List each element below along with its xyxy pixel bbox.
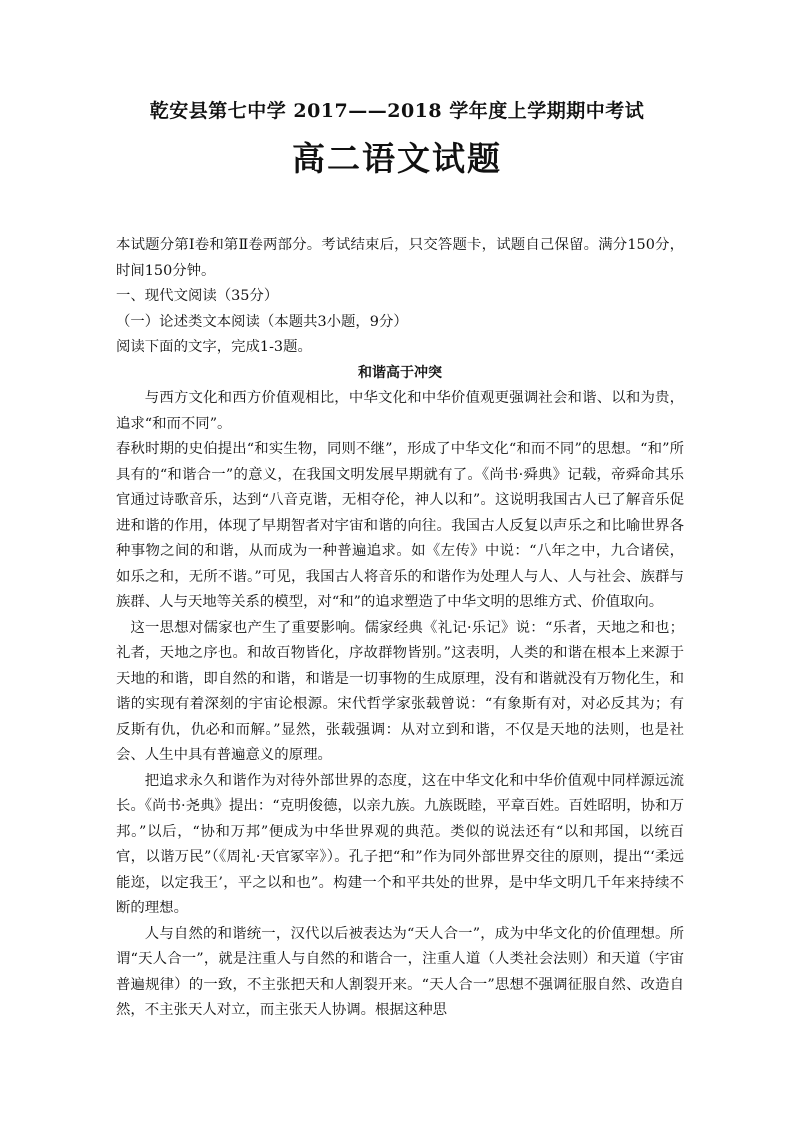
exam-school-line: 乾安县第七中学 2017——2018 学年度上学期期中考试	[149, 100, 645, 122]
article-paragraph: 春秋时期的史伯提出“和实生物，同则不继”，形成了中华文化“和而不同”的思想。“和”所具有的“和谐合一”的意义，在我国文明发展早期就有了。《尚书·舜典》记载，帝舜命其乐官通过诗歌音乐，达到“八音克谐，无相夺伦，神人以和”。这说明我国古人已了解音乐促进和谐的作用，体现了早期智者对宇宙和谐的向往。我国古人反复以声乐之和比喻世界各种事物之间的和谐，从而成为一种普遍追求。如《左传》中说：“八年之中，九合诸侯，如乐之和，无所不谐。”可见，我国古人将音乐的和谐作为处理人与人、人与社会、族群与族群、人与天地等关系的模型，对“和”的追求塑造了中华文明的思维方式、价值取向。	[116, 441, 684, 610]
article-paragraph: 与西方文化和西方价值观相比，中华文化和中华价值观更强调社会和谐、以和为贵，追求“和而不同”。	[116, 390, 684, 432]
reading-prompt: 阅读下面的文字，完成1-3题。	[116, 339, 312, 355]
section-heading: 一、现代文阅读（35分）	[116, 288, 279, 304]
article-paragraph: 这一思想对儒家也产生了重要影响。儒家经典《礼记·乐记》说：“乐者，天地之和也；礼者，天地之序也。和故百物皆化，序故群物皆别。”这表明，人类的和谐在根本上来源于天地的和谐，即自然的和谐，和谐是一切事物的生成原理，没有和谐就没有万物化生，和谐的实现有着深刻的宇宙论根源。宋代哲学家张载曾说：“有象斯有对，对必反其为；有反斯有仇，仇必和而解。”显然，张载强调：从对立到和谐，不仅是天地的法则，也是社会、人生中具有普遍意义的原理。	[116, 619, 684, 763]
exam-title: 高二语文试题	[292, 139, 502, 178]
article-title: 和谐高于冲突	[358, 364, 442, 381]
subsection-heading: （一）论述类文本阅读（本题共3小题，9分）	[116, 313, 408, 330]
article-paragraph: 把追求永久和谐作为对待外部世界的态度，这在中华文化和中华价值观中同样源远流长。《尚书·尧典》提出：“克明俊德，以亲九族。九族既睦，平章百姓。百姓昭明，协和万邦。”以后，“协和万邦”便成为中华世界观的典范。类似的说法还有“以和邦国，以统百官，以谐万民”（《周礼·天官冢宰》）。孔子把“和”作为同外部世界交往的原则，提出“‘柔远能迩，以定我王’，平之以和也”。构建一个和平共处的世界，是中华文明几千年来持续不断的理想。	[116, 772, 684, 916]
article-paragraph: 人与自然的和谐统一，汉代以后被表达为“天人合一”，成为中华文化的价值理想。所谓“天人合一”，就是注重人与自然的和谐合一，注重人道（人类社会法则）和天道（宇宙普遍规律）的一致，不主张把天和人割裂开来。“天人合一”思想不强调征服自然、改造自然，不主张天人对立，而主张天人协调。根据这种思	[116, 925, 684, 1018]
exam-body	[116, 233, 684, 1024]
exam-instructions: 本试题分第Ⅰ卷和第Ⅱ卷两部分。考试结束后，只交答题卡，试题自己保留。满分150分，时间150分钟。	[116, 237, 684, 279]
